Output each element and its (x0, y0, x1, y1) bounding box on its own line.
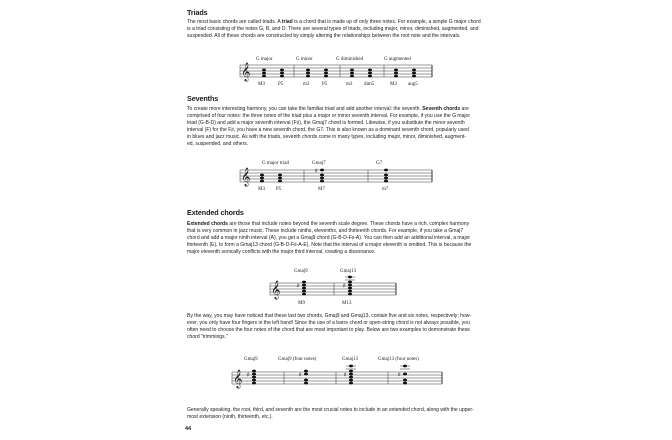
chord-name: G major (256, 57, 273, 62)
treble-clef-icon: 𝄞 (241, 167, 251, 186)
chord-name: G minor (296, 57, 313, 62)
chord-name: G major triad (262, 161, 289, 166)
bold-term: Extended chords (187, 221, 228, 227)
treble-clef-icon: 𝄞 (271, 280, 281, 299)
paragraph-line: thirteenth (E), to form a Gmaj13 chord (G-B-D-F♯-A-E). Note that the interval of a major eleventh is omitted. This is because the (187, 241, 472, 248)
notes (262, 69, 416, 78)
paragraph-line: triad (G-B-D) and add a major seventh interval (F♯), the Gmaj7 chord is formed. Likewise, if you substitute the minor seventh (187, 119, 465, 126)
paragraph-line: in blues and jazz music. As with the triads, seventh chords come in many types, including major, minor, diminished, augment- (187, 133, 467, 140)
paragraph-trimmings (187, 313, 491, 341)
notation-extended (266, 266, 400, 306)
paragraph-line: interval (F) for the F♯, you have a new seventh chord, the G7. This is also known as a dominant seventh chord, popularly used (187, 126, 469, 133)
heading-extended-chords: Extended chords (187, 208, 244, 217)
paragraph-line: The most basic chords are called triads. A triad is a chord that is made up of only three notes. For example, a simple G major chord (187, 19, 481, 25)
chord-name: G7 (376, 161, 383, 166)
interval-label: M7 (318, 187, 325, 192)
interval-label: M13 (342, 301, 352, 306)
paragraph-line: that is very common in jazz music. These include ninths, elevenths, and thirteenth chords. For example, if you take a Gmaj7 (187, 227, 464, 234)
paragraph-closing (187, 407, 491, 421)
interval-label: P5 (278, 82, 284, 87)
paragraph-extended-chords (187, 221, 491, 256)
chord-name: G augmented (384, 57, 411, 62)
chord-name: Gmaj9 (four notes) (278, 357, 317, 362)
sharp-icon: ♯ (299, 373, 302, 378)
heading-triads: Triads (187, 8, 208, 17)
interval-label: M3 (258, 187, 265, 192)
paragraph-line: By the way, you may have noticed that these last two chords, Gmaj9 and Gmaj13, contain five and six notes, respectively; how- (187, 313, 472, 319)
paragraph-line: most extension (ninth, thirteenth, etc.). (187, 413, 273, 420)
interval-label: m3 (346, 82, 353, 87)
paragraph-line: Generally speaking, the root, third, and seventh are the most crucial notes to include in an extended chord, along with the upper- (187, 407, 474, 413)
interval-label: aug5 (408, 82, 418, 87)
chord-name: Gmaj13 (340, 269, 357, 274)
treble-clef-icon: 𝄞 (233, 369, 243, 388)
sharp-icon: ♯ (398, 373, 401, 378)
notation-trimmings (228, 354, 446, 394)
paragraph-line: major eleventh sonically conflicts with the major third interval, creating a dissonance. (187, 248, 376, 255)
paragraph-line: is a triad consisting of the notes G, B, and D. There are several types of triads, including major, minor, diminished, augmented, and (187, 25, 479, 32)
sharp-icon: ♯ (315, 169, 318, 174)
page-number: 44 (185, 426, 192, 432)
paragraph-line: often need to choose the four notes of the chord that are most important to play. Below are two examples to demonstrate these (187, 326, 470, 333)
paragraph-line: Extended chords are those that include notes beyond the seventh scale degree. These chords have a rich, complex harmony (187, 221, 470, 227)
paragraph-sevenths (187, 106, 491, 147)
interval-label: P5 (276, 187, 282, 192)
paragraph-line: chord and add a major ninth interval (A), you get a Gmaj9 chord (G-B-D-F♯-A). You can then add an additional interval, a major (187, 234, 471, 241)
paragraph-line: comprised of four notes: the three notes of the triad plus a major or minor seventh interval. For example, if you use the G major (187, 112, 471, 119)
chord-name: Gmaj7 (312, 161, 326, 166)
paragraph-triads (187, 19, 491, 40)
chord-name: G diminished (336, 57, 364, 62)
interval-label: M3 (258, 82, 265, 87)
interval-label: m3 (303, 82, 310, 87)
staff-lines (240, 65, 432, 77)
bold-term: triad (281, 19, 293, 25)
interval-label: M9 (298, 301, 305, 306)
paragraph-line: chord “trimmings.” (187, 333, 228, 340)
interval-label: dim5 (364, 82, 375, 87)
notation-triads (236, 56, 436, 88)
heading-sevenths: Sevenths (187, 94, 219, 103)
sharp-icon: ♯ (344, 373, 347, 378)
sharp-icon: ♯ (297, 284, 300, 289)
interval-label: m7 (382, 187, 389, 192)
sharp-icon: ♯ (343, 284, 346, 289)
sharp-icon: ♯ (247, 373, 250, 378)
chord-name: Gmaj13 (342, 357, 359, 362)
interval-label: M3 (390, 82, 397, 87)
notation-sevenths (236, 159, 436, 193)
treble-clef-icon: 𝄞 (241, 62, 251, 81)
paragraph-line: ever, you only have four fingers in the left hand! Since the use of a barre chord or open-string chord is not always possible, you (187, 319, 470, 326)
paragraph-line: To create more interesting harmony, you can take the familiar triad and add another interval: the seventh. Seventh chords are (187, 106, 469, 112)
chord-name: Gmaj9 (244, 357, 258, 362)
interval-label: P5 (322, 82, 328, 87)
paragraph-line: ed, suspended, and others. (187, 140, 249, 147)
chord-name: Gmaj9 (294, 269, 308, 274)
bold-term: Seventh chords (422, 106, 461, 112)
paragraph-line: suspended. All of these chords are constructed by simply altering the relationships between the root note and the intervals. (187, 32, 461, 39)
chord-name: Gmaj13 (four notes) (378, 357, 419, 362)
